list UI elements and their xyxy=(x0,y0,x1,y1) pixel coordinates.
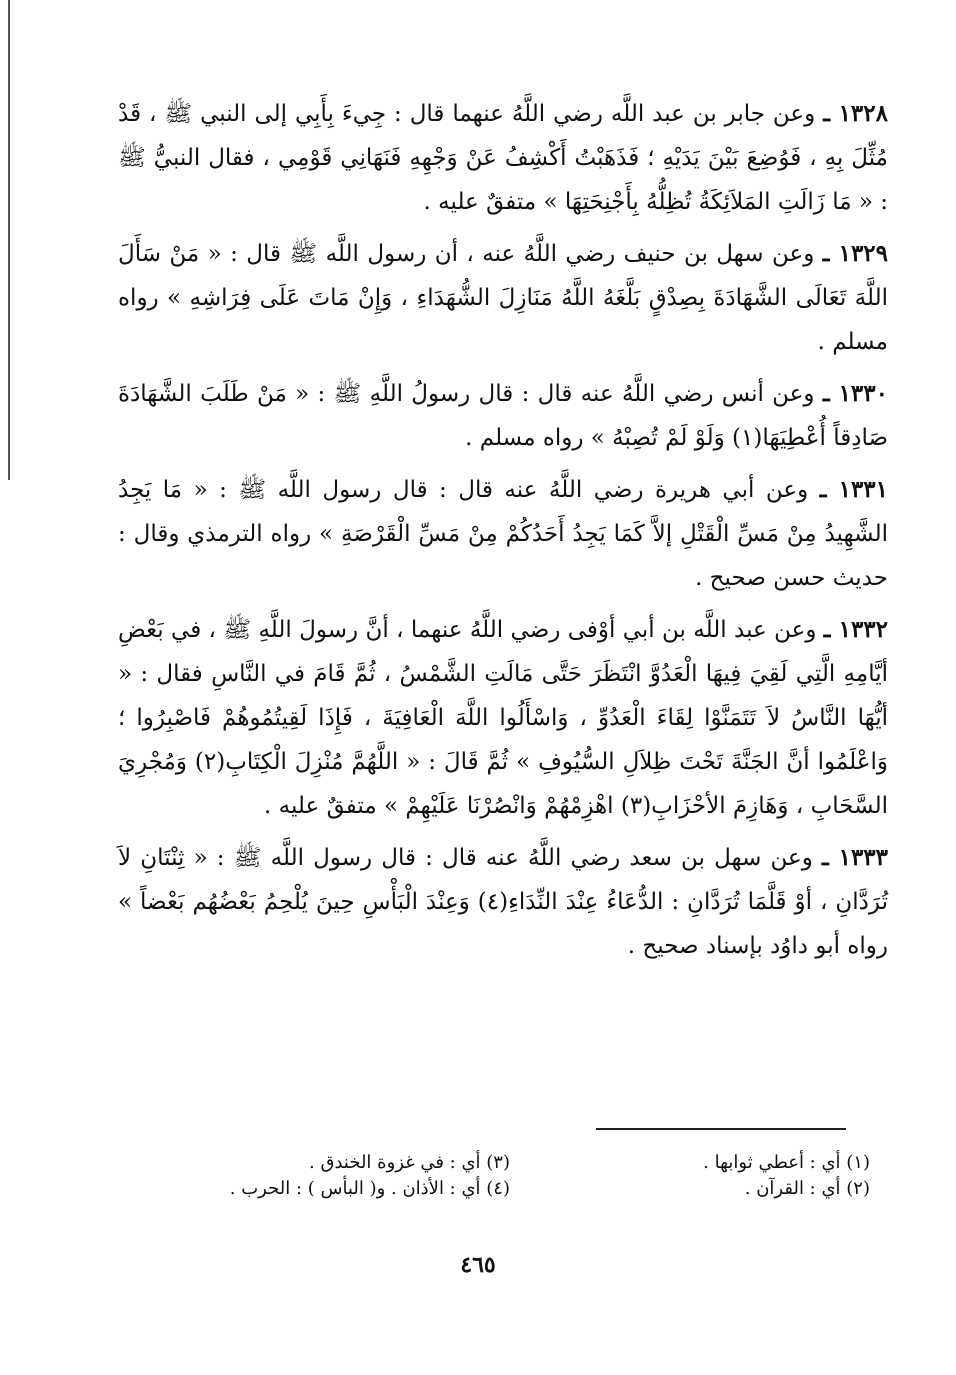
footnote-3: (٣) أي : في غزوة الخندق . xyxy=(309,1152,510,1173)
footnote-1: (١) أي : أعطي ثوابها . xyxy=(703,1152,870,1173)
margin-line xyxy=(8,0,10,480)
hadith-text: وعن سهل بن حنيف رضي اللَّهُ عنه ، أن رسول اللَّه ﷺ قال : « مَنْ سَأَلَ اللَّهَ تَعَالَى الشَّهَادَةَ بِصِدْقٍ بَلَّغَهُ اللَّهُ مَنَازِلَ الشُّهَدَاءِ ، وَإِنْ مَاتَ عَلَى فِرَاشِهِ » رواه مسلم . xyxy=(118,241,888,355)
hadith-number: ١٣٣١ ـ xyxy=(819,476,889,503)
hadith-1332 xyxy=(118,608,888,828)
page-body xyxy=(118,92,888,976)
page-number: ٤٦٥ xyxy=(460,1252,496,1278)
hadith-1331 xyxy=(118,468,888,600)
footnotes-right-column xyxy=(510,1150,870,1202)
footnote-separator xyxy=(596,1128,846,1130)
footnote-4: (٤) أي : الأذان . و( البأس ) : الحرب . xyxy=(229,1178,510,1199)
hadith-text: وعن أنس رضي اللَّهُ عنه قال : قال رسولُ اللَّهِ ﷺ : « مَنْ طَلَبَ الشَّهَادَةَ صَادِقاً أُعْطِيَهَا(١) وَلَوْ لَمْ تُصِبْهُ » رواه مسلم . xyxy=(118,381,888,451)
hadith-1329 xyxy=(118,232,888,364)
hadith-number: ١٣٢٨ ـ xyxy=(823,100,888,127)
hadith-text: وعن أبي هريرة رضي اللَّهُ عنه قال : قال رسول اللَّه ﷺ : « مَا يَجِدُ الشَّهِيدُ مِنْ مَسِّ الْقَتْلِ إلاَّ كَمَا يَجِدُ أَحَدُكُمْ مِنْ مَسِّ الْقَرْصَةِ » رواه الترمذي وقال : حديث حسن صحيح . xyxy=(118,477,888,591)
hadith-number: ١٣٣٣ ـ xyxy=(822,844,889,871)
hadith-text: وعن جابر بن عبد اللَّه رضي اللَّهُ عنهما قال : جِيءَ بِأَبِي إلى النبي ﷺ ، قَدْ مُثِّلَ بِهِ ، فَوُضِعَ بَيْنَ يَدَيْهِ ؛ فَذَهَبْتُ أَكْشِفُ عَنْ وَجْهِهِ فَنَهَانِي قَوْمِي ، فقال النبيُّ ﷺ : « مَا زَالَتِ المَلاَئِكَةُ تُظِلُّهُ بِأَجْنِحَتِهَا » متفقٌ عليه . xyxy=(118,101,888,215)
hadith-number: ١٣٣٢ ـ xyxy=(823,616,889,643)
hadith-1330 xyxy=(118,372,888,460)
hadith-text: وعن عبد اللَّه بن أبي أوْفى رضي اللَّهُ عنهما ، أنَّ رسولَ اللَّهِ ﷺ ، في بَعْضِ أيَّامِهِ الَّتِي لَقِيَ فِيهَا الْعَدُوَّ انْتَظَرَ حَتَّى مَالَتِ الشَّمْسُ ، ثُمَّ قَامَ في النَّاسِ فقال : « أيُّهَا النَّاسُ لاَ تَتَمَنَّوْا لِقَاءَ الْعَدُوِّ ، وَاسْأَلُوا اللَّهَ الْعَافِيَةَ ، فَإِذَا لَقِيتُمُوهُمْ فَاصْبِرُوا ؛ وَاعْلَمُوا أنَّ الجَنَّةَ تَحْتَ ظِلاَلِ السُّيُوفِ » ثُمَّ قَالَ : « اللَّهُمَّ مُنْزِلَ الْكِتَابِ(٢) وَمُجْرِيَ السَّحَابِ ، وَهَازِمَ الأحْزَابِ(٣) اهْزِمْهُمْ وَانْصُرْنَا عَلَيْهِمْ » متفقٌ عليه . xyxy=(118,617,888,819)
footnotes-left-column xyxy=(150,1150,510,1202)
hadith-number: ١٣٢٩ ـ xyxy=(822,240,889,267)
hadith-1333 xyxy=(118,836,888,968)
footnotes xyxy=(150,1150,870,1202)
hadith-1328 xyxy=(118,92,888,224)
hadith-text: وعن سهل بن سعد رضي اللَّهُ عنه قال : قال رسول اللَّه ﷺ : « ثِنْتَانِ لاَ تُرَدَّانِ ، أوْ قَلَّمَا تُرَدَّانِ : الدُّعَاءُ عِنْدَ النِّدَاءِ(٤) وَعِنْدَ الْبَأْسِ حِينَ يُلْحِمُ بَعْضُهُم بَعْضاً » رواه أبو داوُد بإسناد صحيح . xyxy=(118,845,888,959)
hadith-number: ١٣٣٠ ـ xyxy=(822,380,888,407)
footnote-2: (٢) أي : القرآن . xyxy=(744,1178,870,1199)
